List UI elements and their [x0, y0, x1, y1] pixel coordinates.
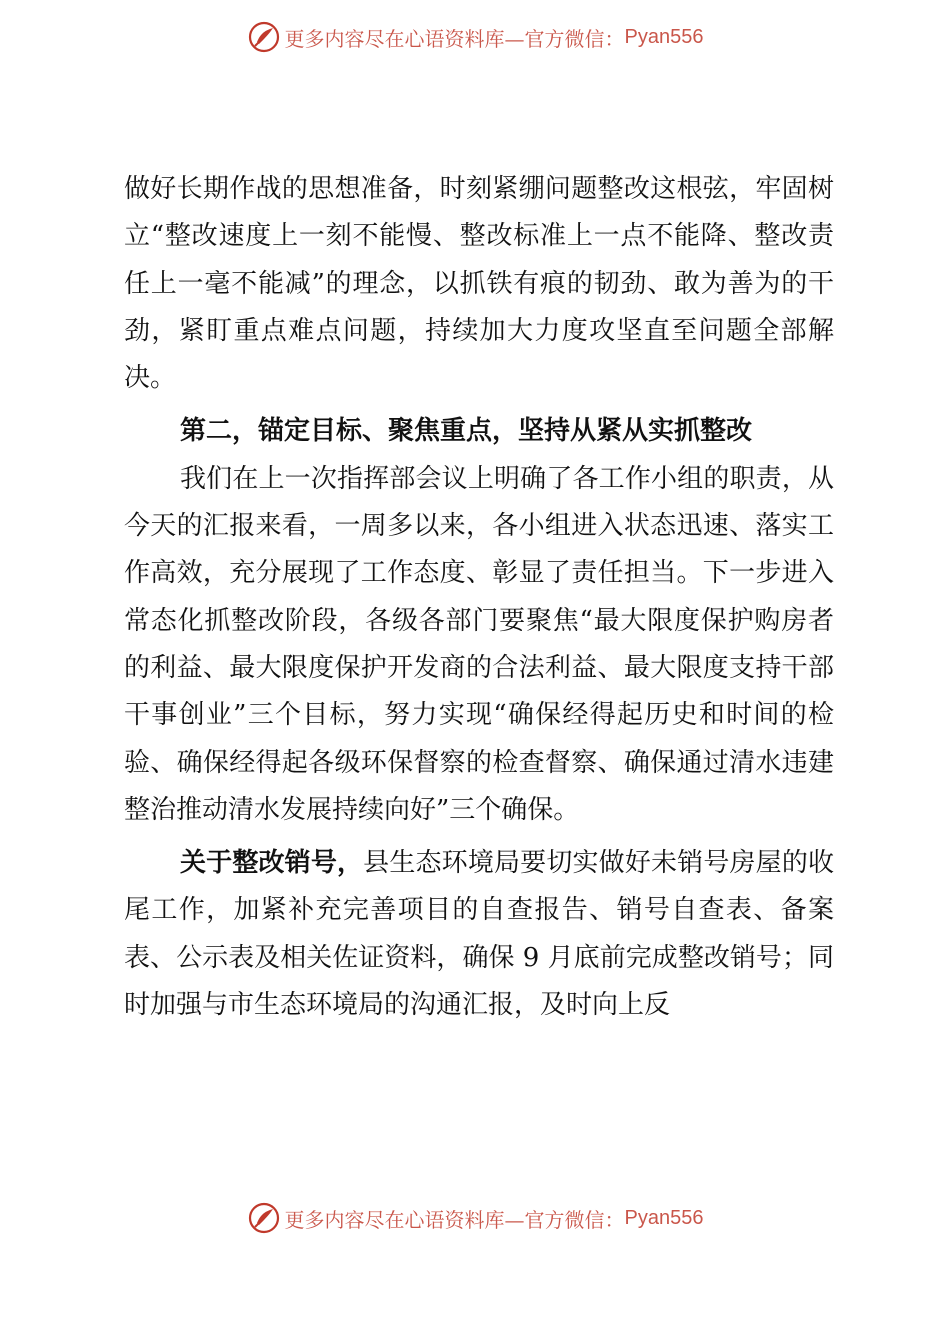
paragraph-continuation: 做好长期作战的思想准备，时刻紧绷问题整改这根弦，牢固树立“整改速度上一刻不能慢、整改标准上一点不能降、整改责任上一毫不能减”的理念，以抓铁有痕的韧劲、敢为善为的干劲，紧盯重点难点问题，持续加大力度攻坚直至问题全部解决。	[124, 174, 834, 394]
document-body	[124, 166, 834, 1029]
paragraph-rectification	[124, 840, 834, 1029]
paragraph-goals: 我们在上一次指挥部会议上明确了各工作小组的职责，从今天的汇报来看，一周多以来，各小组进入状态迅速、落实工作高效，充分展现了工作态度、彰显了责任担当。下一步进入常态化抓整改阶段，各级各部门要聚焦“最大限度保护购房者的利益、最大限度保护开发商的合法利益、最大限度支持干部干事创业”三个目标，努力实现“确保经得起历史和时间的检验、确保经得起各级环保督察的检查督察、确保通过清水违建整治推动清水发展持续向好”三个确保。	[124, 463, 834, 825]
paragraph-lead: 关于整改销号，	[180, 848, 364, 879]
logo-icon	[247, 1201, 281, 1235]
header-watermark	[0, 17, 950, 57]
logo-icon	[247, 20, 281, 54]
watermark-id: Pyan556	[624, 25, 704, 48]
section-heading: 第二，锚定目标、聚焦重点，坚持从紧从实抓整改	[180, 416, 753, 447]
footer-watermark	[0, 1198, 950, 1238]
watermark-text: 更多内容尽在心语资料库—官方微信：	[284, 1207, 625, 1232]
watermark-text: 更多内容尽在心语资料库—官方微信：	[284, 26, 625, 51]
paragraph-rectification-text: 县生态环境局要切实做好未销号房屋的收尾工作，加紧补充完善项目的自查报告、销号自查表、备案表、公示表及相关佐证资料，确保 9 月底前完成整改销号；同时加强与市生态环境局的沟通汇报，及时向上反	[124, 848, 834, 1021]
watermark-id: Pyan556	[624, 1206, 704, 1229]
